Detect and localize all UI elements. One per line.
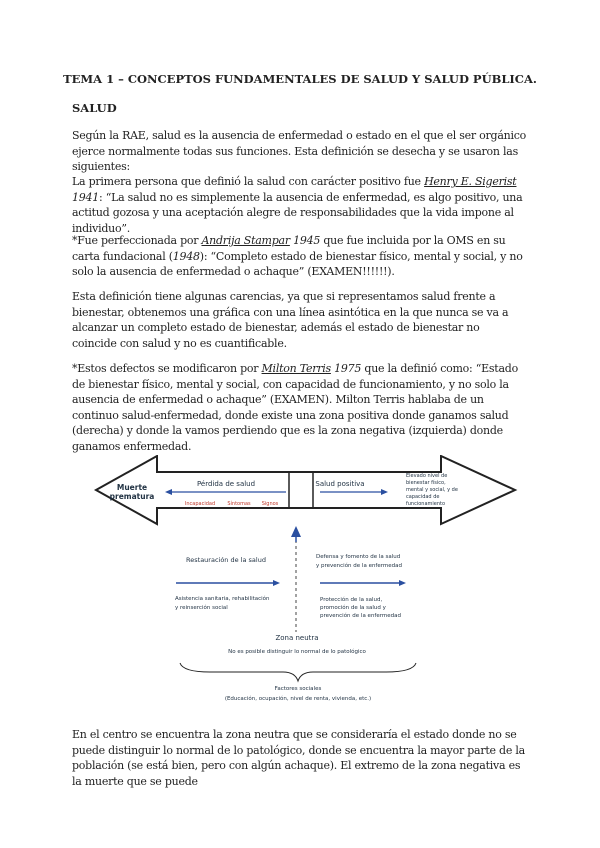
proteccion-3: prevención de la enfermedad	[320, 613, 402, 619]
elevado-1: Elevado nivel de	[406, 473, 448, 479]
elevado-3: mental y social, y de	[406, 487, 458, 493]
muerte-label-1: Muerte	[116, 483, 148, 492]
paragraph-terris: *Estos defectos se modificaron por Milton Terris 1975 que la definió como: “Estado de bienestar físico, mental y social, con capacidad de funcionamiento, y no solo la ausencia de enfermedad o achaque” (EXAMEN). Milton Terris hablaba de un continuo salud-enfermedad, donde existe una zona positiva donde ganamos salud (derecha) y donde la vamos perdiendo que es la zona negativa (izquierda) donde ganamos enfermedad.	[72, 362, 518, 453]
paragraph-zona-neutra: En el centro se encuentra la zona neutra que se consideraría el estado donde no se puede distinguir lo normal de lo patológico, donde se encuentra la mayor parte de la población (se está bien, pero con algún achaque). El extremo de la zona negativa es la muerte que se puede	[72, 728, 525, 788]
elevado-4: capacidad de	[406, 494, 440, 500]
defensa-2: y prevención de la enfermedad	[316, 563, 403, 569]
elevado-5: funcionamiento	[406, 501, 446, 507]
incapacidad-label: Incapacidad	[184, 501, 216, 507]
signos-label: Signos	[261, 501, 279, 507]
paragraph-carencias: Esta definición tiene algunas carencias, ya que si representamos salud frente a bienestar, obtenemos una gráfica con una línea asintótica en la que nunca se va a alcanzar un completo estado de bienestar, además el estado de bienestar no coincide con salud y no es cuantificable.	[72, 290, 509, 350]
no-posible-label: No es posible distinguir lo normal de lo patológico	[228, 649, 366, 655]
factores-label: Factores sociales	[274, 686, 322, 692]
asistencia-1: Asistencia sanitaria, rehabilitación	[175, 596, 270, 602]
defensa-1: Defensa y fomento de la salud	[316, 554, 401, 560]
continuum-diagram	[86, 455, 518, 710]
section-heading: SALUD	[72, 101, 117, 115]
brace	[180, 663, 416, 681]
perdida-label: Pérdida de salud	[196, 480, 256, 488]
muerte-label-2: prematura	[109, 492, 155, 501]
author-stampar: Andrija Stampar	[201, 234, 290, 247]
author-terris: Milton Terris	[261, 362, 331, 375]
asistencia-2: y reinserción social	[175, 605, 228, 611]
sintomas-label: Síntomas	[227, 501, 251, 507]
zona-neutra-label: Zona neutra	[275, 634, 319, 642]
paragraph-sigerist: La primera persona que definió la salud con carácter positivo fue Henry E. Sigerist 1941: “La salud no es simplemente la ausencia de enfermedad, es algo positivo, una actitud gozosa y una aceptación alegre de responsabilidades que la vida impone al individuo”.	[72, 175, 523, 235]
author-sigerist: Henry E. Sigerist	[424, 175, 517, 188]
restauracion-label: Restauración de la salud	[186, 556, 266, 564]
elevado-2: bienestar físico,	[406, 480, 446, 486]
proteccion-1: Protección de la salud,	[320, 597, 383, 603]
up-arrow	[291, 526, 301, 537]
document-title: TEMA 1 – CONCEPTOS FUNDAMENTALES DE SALUD Y SALUD PÚBLICA.	[63, 72, 537, 86]
paragraph-rae: Según la RAE, salud es la ausencia de enfermedad o estado en el que el ser orgánico ejerce normalmente todas sus funciones. Esta definición se desecha y se usaron las siguientes:	[72, 129, 527, 173]
factores-list: (Educación, ocupación, nivel de renta, vivienda, etc.)	[224, 696, 372, 702]
salud-positiva-label: Salud positiva	[315, 480, 365, 488]
proteccion-2: promoción de la salud y	[320, 605, 386, 611]
paragraph-stampar: *Fue perfeccionada por Andrija Stampar 1945 que fue incluida por la OMS en su carta fundacional (1948): “Completo estado de bienestar físico, mental y social, y no solo la ausencia de enfermedad o achaque” (EXAMEN!!!!!!).	[72, 234, 523, 278]
